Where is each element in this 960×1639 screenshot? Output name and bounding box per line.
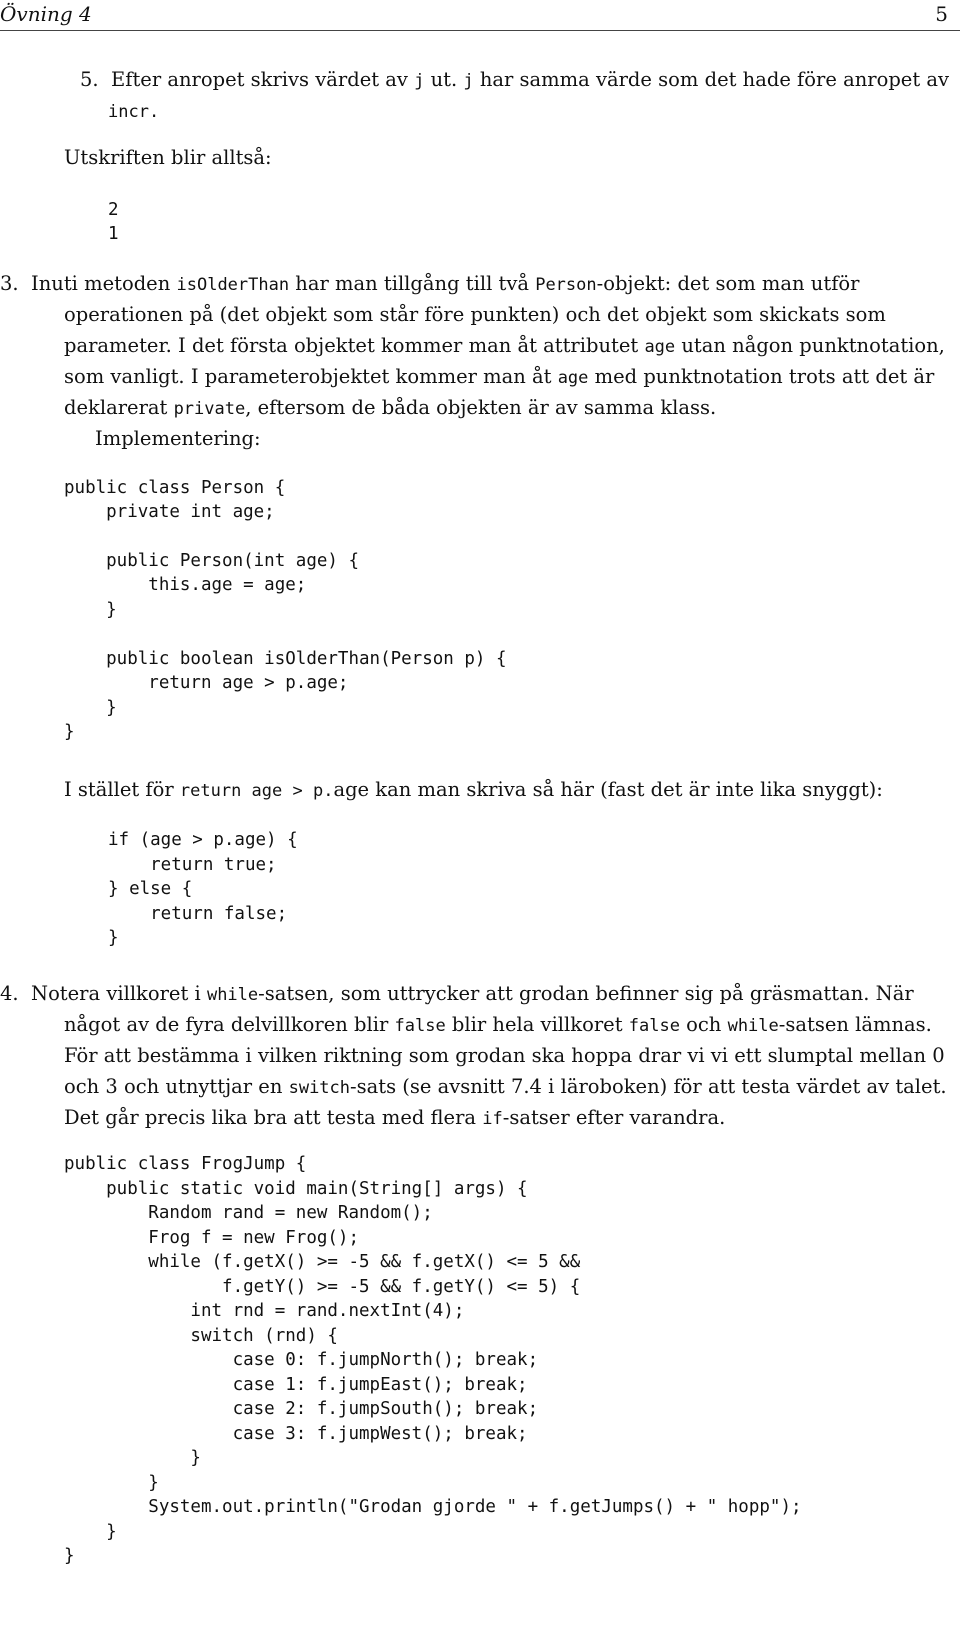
output-line: 2 <box>108 200 119 220</box>
implementation-label: Implementering: <box>95 427 261 450</box>
item3-line1: 3. Inuti metoden isOlderThan har man tillgång till två Person-objekt: det som man utför <box>0 272 860 295</box>
code-line: Frog f = new Frog(); <box>64 1228 360 1248</box>
alternative-text: I stället för return age > p.age kan man skriva så här (fast det är inte lika snyggt): <box>64 778 883 801</box>
code-line: } <box>64 1522 117 1542</box>
item5-line2: incr. <box>108 102 160 122</box>
header-title: Övning 4 <box>0 2 92 26</box>
code-line: this.age = age; <box>64 575 307 595</box>
code-line: return false; <box>108 904 288 924</box>
item4-line4: och 3 och utnyttjar en switch-sats (se avsnitt 7.4 i läroboken) för att testa värdet av talet. <box>64 1075 947 1098</box>
code-line: Random rand = new Random(); <box>64 1203 433 1223</box>
item3-line2: operationen på (det objekt som står före punkten) och det objekt som skickats som <box>64 303 886 326</box>
item5-line1: 5. Efter anropet skrivs värdet av j ut. j har samma värde som det hade före anropet av <box>80 68 950 91</box>
item3-line4: som vanligt. I parameterobjektet kommer man åt age med punktnotation trots att det är <box>64 365 935 388</box>
page-header <box>0 0 960 31</box>
item4-line1: 4. Notera villkoret i while-satsen, som uttrycker att grodan befinner sig på gräsmattan. När <box>0 982 914 1005</box>
code-line: public static void main(String[] args) { <box>64 1179 528 1199</box>
code-line: } <box>64 1448 201 1468</box>
code-line: f.getY() >= -5 && f.getY() <= 5) { <box>64 1277 581 1297</box>
code-line: } <box>64 722 75 742</box>
code-line: return true; <box>108 855 277 875</box>
code-line: private int age; <box>64 502 275 522</box>
code-line: case 3: f.jumpWest(); break; <box>64 1424 528 1444</box>
code-line: int rnd = rand.nextInt(4); <box>64 1301 465 1321</box>
item4-line5: Det går precis lika bra att testa med flera if-satser efter varandra. <box>64 1106 726 1129</box>
code-line: public class FrogJump { <box>64 1154 307 1174</box>
code-line: } <box>64 698 117 718</box>
item3-line5: deklarerat private, eftersom de båda objekten är av samma klass. <box>64 396 717 419</box>
code-line: public class Person { <box>64 478 286 498</box>
item4-line2: något av de fyra delvillkoren blir false blir hela villkoret false och while-satsen lämnas. <box>64 1013 932 1036</box>
page-number: 5 <box>935 2 948 26</box>
code-line: System.out.println("Grodan gjorde " + f.getJumps() + " hopp"); <box>64 1497 802 1517</box>
code-line: case 2: f.jumpSouth(); break; <box>64 1399 539 1419</box>
code-line: if (age > p.age) { <box>108 830 298 850</box>
code-line: public Person(int age) { <box>64 551 360 571</box>
code-line: public boolean isOlderThan(Person p) { <box>64 649 507 669</box>
output-line: 1 <box>108 224 119 244</box>
code-line: return age > p.age; <box>64 673 349 693</box>
code-line: case 1: f.jumpEast(); break; <box>64 1375 528 1395</box>
code-line: switch (rnd) { <box>64 1326 338 1346</box>
code-line: while (f.getX() >= -5 && f.getX() <= 5 && <box>64 1252 581 1272</box>
item4-line3: För att bestämma i vilken riktning som grodan ska hoppa drar vi vi ett slumptal mellan 0 <box>64 1044 945 1067</box>
code-line: } <box>64 600 117 620</box>
output-label: Utskriften blir alltså: <box>64 146 272 169</box>
item3-line3: parameter. I det första objektet kommer man åt attributet age utan någon punktnotation, <box>64 334 945 357</box>
code-line: } else { <box>108 879 193 899</box>
code-line: } <box>64 1546 75 1566</box>
code-line: } <box>108 928 119 948</box>
code-line: case 0: f.jumpNorth(); break; <box>64 1350 539 1370</box>
code-line: } <box>64 1473 159 1493</box>
